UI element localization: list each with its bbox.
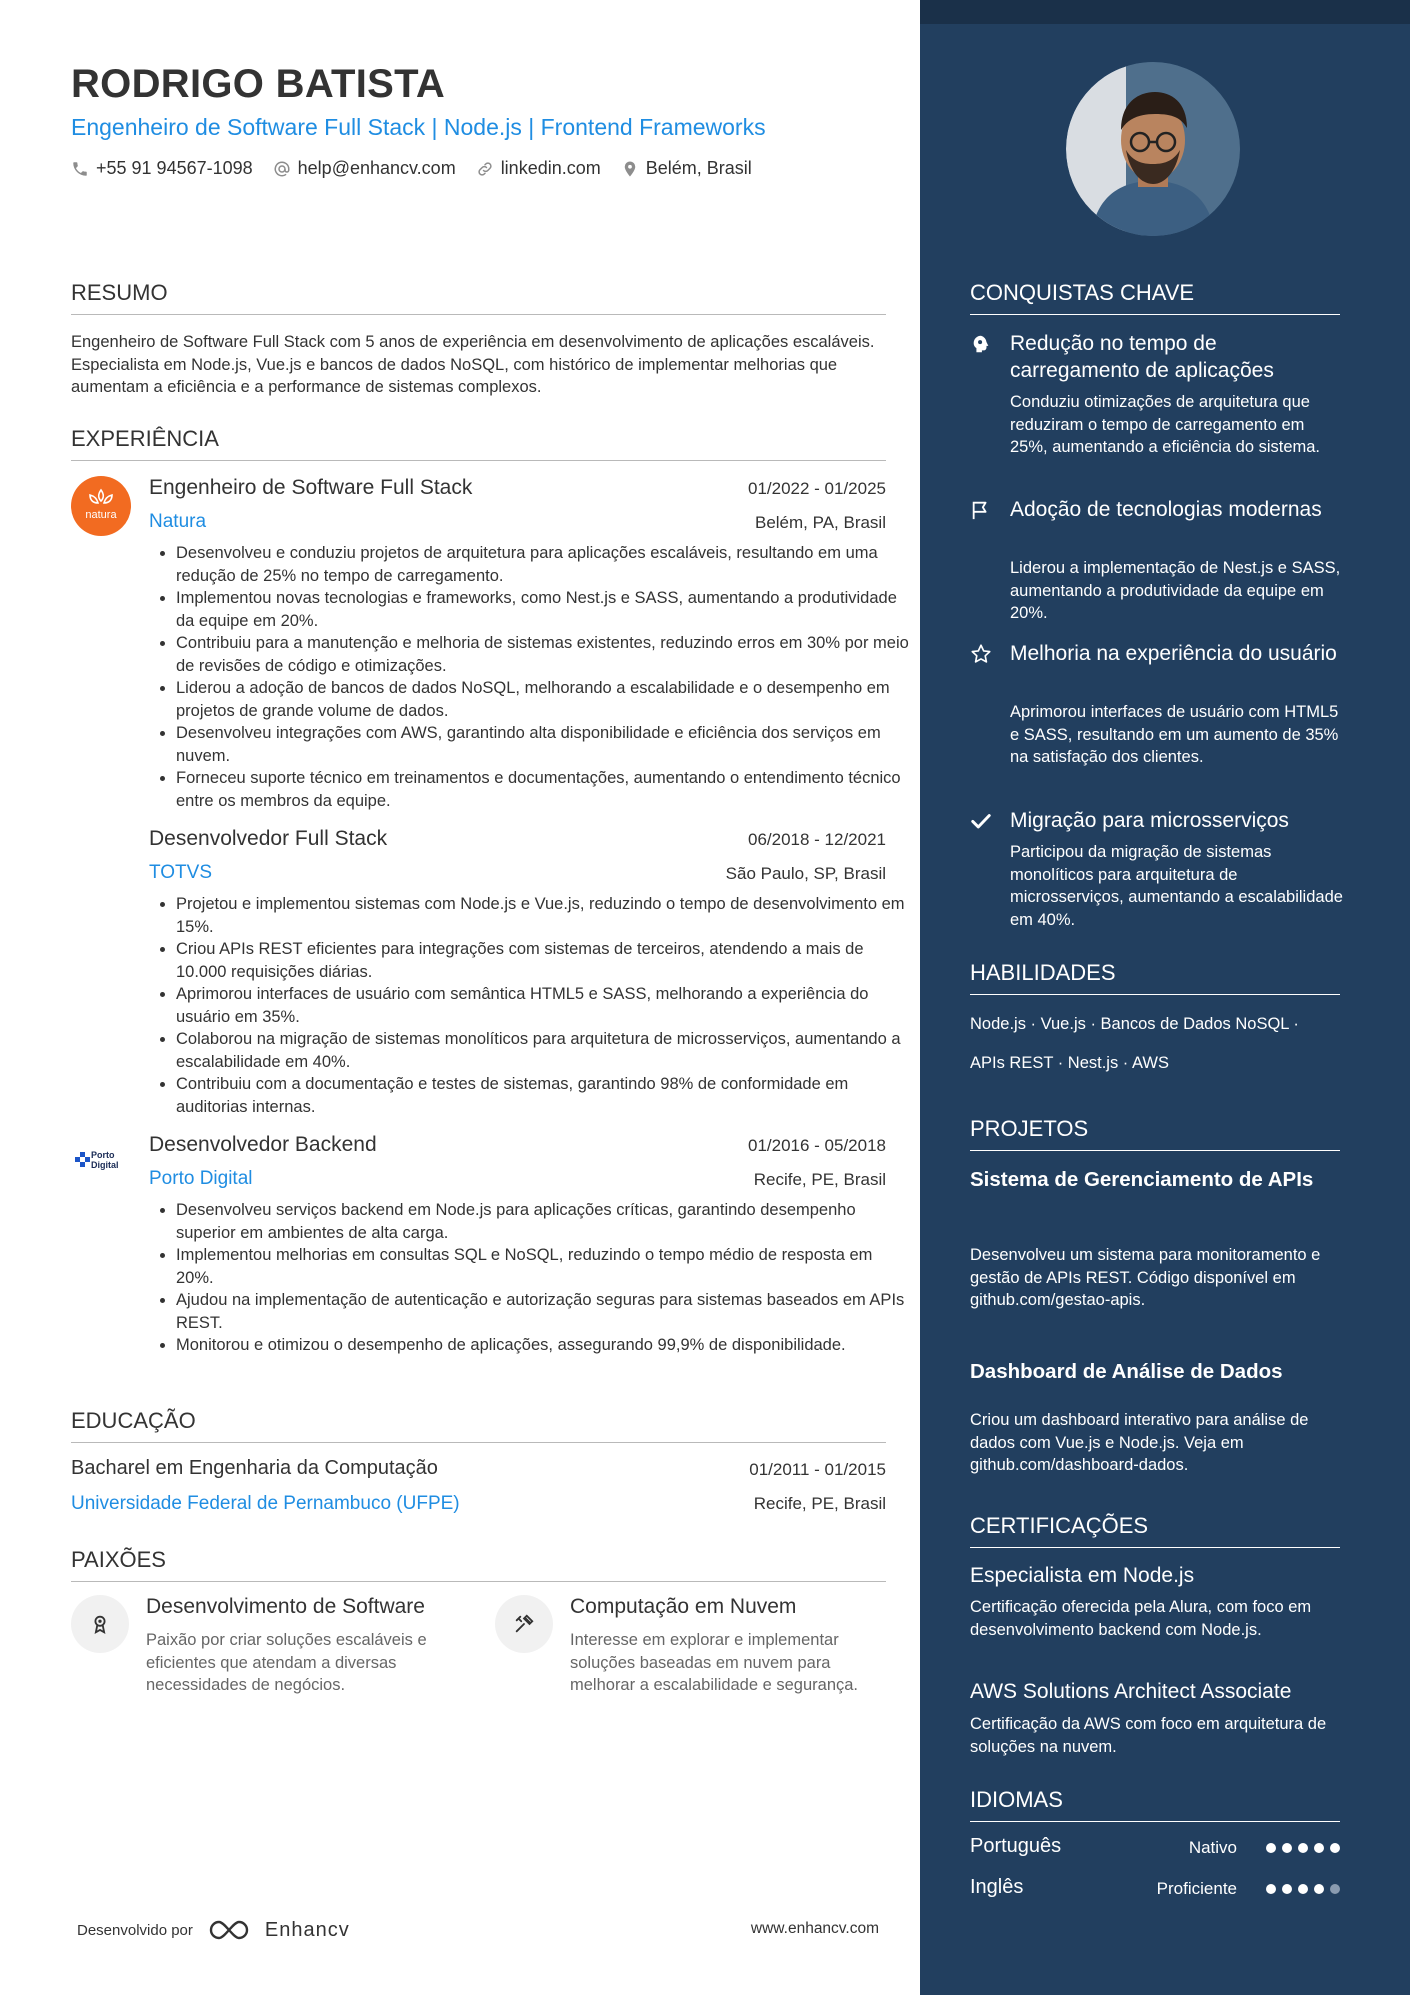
enhancv-logo-icon [205,1918,253,1942]
project-title: Dashboard de Análise de Dados [970,1360,1283,1383]
skills-section-title: HABILIDADES [970,960,1340,995]
footer-branding [77,1918,350,1942]
job-bullet: • Implementou novas tecnologias e frameworks, como Nest.js e SASS, aumentando a produtividade da equipe em 20%. [176,587,913,632]
certification-description: Certificação da AWS com foco em arquitetura de soluções na nuvem. [970,1715,1327,1756]
achievement-description: Conduziu otimizações de arquitetura que reduziram o tempo de carregamento em 25%, aumentando a eficiência do sistema. [1010,393,1321,456]
job-bullet: • Contribuiu para a manutenção e melhoria de sistemas existentes, reduzindo erros em 30% por meio de revisões de código e otimizações. [176,632,913,677]
certification-title: AWS Solutions Architect Associate [970,1680,1292,1703]
skills-list [970,1005,1350,1083]
job-bullets [149,893,913,1118]
enhancv-brand-text: Enhancv [264,1918,350,1941]
summary-section-title: RESUMO [71,280,886,315]
phone-text: +55 91 94567-1098 [96,158,253,178]
languages-section-title: IDIOMAS [970,1787,1340,1822]
job-bullet: • Liderou a adoção de bancos de dados NoSQL, melhorando a escalabilidade e o desempenho em projetos de grande volume de dados. [176,677,913,722]
developed-by-text: Desenvolvido por [77,1921,193,1939]
job-bullets [149,1199,913,1357]
job-location: Recife, PE, Brasil [753,1170,886,1189]
passion-title: Desenvolvimento de Software [146,1595,425,1618]
certification-description: Certificação oferecida pela Alura, com foco em desenvolvimento backend com Node.js. [970,1598,1312,1639]
job-entry-natura [71,476,909,816]
rating-dot [1298,1884,1308,1894]
achievement-item [970,496,1340,626]
education-degree: Bacharel em Engenharia da Computação [71,1457,438,1479]
contact-linkedin[interactable] [476,158,601,179]
sidebar-top-bar [920,0,1410,24]
award-icon [71,1595,129,1653]
check-icon [970,810,992,832]
language-item [970,1835,1340,1861]
job-bullet: • Implementou melhorias em consultas SQL e NoSQL, reduzindo o tempo médio de resposta em 20%. [176,1244,913,1289]
project-description: Desenvolveu um sistema para monitoramento e gestão de APIs REST. Código disponível em github.com/gestao-apis. [970,1246,1321,1309]
flag-icon [970,499,992,521]
education-date: 01/2011 - 01/2015 [749,1460,886,1479]
brain-icon [970,333,992,355]
tools-icon [495,1595,553,1653]
job-company[interactable]: TOTVS [149,862,212,883]
link-icon [476,160,494,178]
passion-description: Paixão por criar soluções escaláveis e eficientes que atendam a diversas necessidades de negócios. [146,1631,427,1694]
job-bullet: • Desenvolveu e conduziu projetos de arquitetura para aplicações escaláveis, resultando em uma redução de 25% no tempo de carregamento. [176,542,913,587]
rating-dot [1282,1843,1292,1853]
job-bullet: • Desenvolveu serviços backend em Node.js para aplicações críticas, garantindo desempenho superior em ambientes de alta carga. [176,1199,913,1244]
project-title: Sistema de Gerenciamento de APIs [970,1168,1314,1191]
job-bullet: • Colaborou na migração de sistemas monolíticos para arquitetura de microsserviços, aumentando a escalabilidade em 40%. [176,1028,913,1073]
rating-dot [1266,1843,1276,1853]
achievement-title: Redução no tempo de carregamento de aplicações [1010,332,1274,382]
profile-photo [1066,62,1240,236]
rating-dot [1314,1884,1324,1894]
achievement-item [970,330,1340,490]
job-entry-totvs [71,827,905,1127]
language-item [970,1876,1340,1902]
passion-item [71,1595,461,1725]
achievement-item [970,807,1343,937]
contact-phone[interactable] [71,158,253,179]
language-name: Português [970,1835,1062,1857]
job-bullet: • Criou APIs REST eficientes para integrações com sistemas de terceiros, atendendo a mais de 10.000 requisições diárias. [176,938,913,983]
porto-logo-text: Porto [91,1150,115,1160]
job-bullet: • Projetou e implementou sistemas com Node.js e Vue.js, reduzindo o tempo de desenvolvimento em 15%. [176,893,913,938]
job-date: 01/2022 - 01/2025 [747,479,886,498]
job-location: Belém, PA, Brasil [754,513,886,532]
location-pin-icon [621,160,639,178]
job-entry-porto-digital [71,1133,905,1393]
job-title: Desenvolvedor Backend [149,1133,377,1156]
natura-logo [71,476,131,536]
project-description: Criou um dashboard interativo para análise de dados com Vue.js e Node.js. Veja em github.com/dashboard-dados. [970,1411,1309,1474]
achievement-description: Liderou a implementação de Nest.js e SASS, aumentando a produtividade da equipe em 20%. [1010,559,1341,622]
contact-bar [71,158,752,179]
rating-dot [1330,1843,1340,1853]
at-icon [273,160,291,178]
language-level: Nativo [1188,1838,1237,1857]
language-rating [1266,1843,1340,1853]
job-bullet: • Ajudou na implementação de autenticação e autorização seguras para sistemas baseados em APIs REST. [176,1289,913,1334]
candidate-tagline: Engenheiro de Software Full Stack | Node.js | Frontend Frameworks [71,114,766,140]
digital-logo-text: Digital [91,1160,119,1170]
certifications-section-title: CERTIFICAÇÕES [970,1513,1340,1548]
job-bullets [149,542,913,812]
rating-dot [1298,1843,1308,1853]
email-text: help@enhancv.com [297,158,456,178]
job-date: 01/2016 - 05/2018 [747,1136,886,1155]
achievement-title: Melhoria na experiência do usuário [1010,642,1337,665]
phone-icon [71,160,89,178]
job-title: Engenheiro de Software Full Stack [149,476,473,499]
rating-dot [1314,1843,1324,1853]
experience-section-title: EXPERIÊNCIA [71,426,886,461]
rating-dot [1282,1884,1292,1894]
job-bullet: • Forneceu suporte técnico em treinamentos e documentações, aumentando o entendimento técnico entre os membros da equipe. [176,767,913,812]
language-rating [1266,1884,1340,1894]
candidate-name: RODRIGO BATISTA [71,62,446,106]
achievement-title: Migração para microsserviços [1010,809,1289,832]
contact-email[interactable] [273,158,456,179]
natura-logo-text: natura [85,509,117,521]
passion-description: Interesse em explorar e implementar soluções baseadas em nuvem para melhorar a escalabilidade e segurança. [570,1631,859,1694]
job-company[interactable]: Porto Digital [149,1168,253,1189]
achievement-item [970,640,1340,800]
rating-dot [1330,1884,1340,1894]
certification-title: Especialista em Node.js [970,1564,1195,1587]
rating-dot [1266,1884,1276,1894]
job-date: 06/2018 - 12/2021 [747,830,886,849]
achievements-section-title: CONQUISTAS CHAVE [970,280,1340,315]
job-bullet: • Contribuiu com a documentação e testes de sistemas, garantindo 98% de conformidade em auditorias internas. [176,1073,913,1118]
passions-section-title: PAIXÕES [71,1547,886,1582]
summary-text: Engenheiro de Software Full Stack com 5 anos de experiência em desenvolvimento de aplicações escaláveis. Especialista em Node.js, Vue.js e bancos de dados NoSQL, com histórico de implementar melhorias que aumentam a eficiência e a performance de sistemas complexos. [71,333,875,396]
skills-line: Node.js · Vue.js · Bancos de Dados NoSQL · [970,1015,1299,1033]
achievement-description: Participou da migração de sistemas monolíticos para arquitetura de microsserviços, aumentando a escalabilidade em 40%. [1010,843,1343,929]
star-icon [970,643,992,665]
projects-section-title: PROJETOS [970,1116,1340,1151]
education-section-title: EDUCAÇÃO [71,1408,886,1443]
contact-location [621,158,752,179]
education-location: Recife, PE, Brasil [753,1494,886,1513]
job-bullet: • Desenvolveu integrações com AWS, garantindo alta disponibilidade e eficiência dos serviços em nuvem. [176,722,913,767]
education-school[interactable]: Universidade Federal de Pernambuco (UFPE) [71,1493,460,1514]
achievement-title: Adoção de tecnologias modernas [1010,498,1322,521]
sidebar [920,0,1410,1995]
skills-line: APIs REST · Nest.js · AWS [970,1054,1169,1072]
linkedin-text: linkedin.com [500,158,601,178]
job-location: São Paulo, SP, Brasil [725,864,886,883]
footer-website[interactable]: www.enhancv.com [750,1920,879,1937]
language-level: Proficiente [1156,1879,1237,1898]
job-company[interactable]: Natura [149,511,207,532]
job-title: Desenvolvedor Full Stack [149,827,388,850]
passion-title: Computação em Nuvem [570,1595,797,1618]
language-name: Inglês [970,1876,1024,1898]
job-bullet: • Monitorou e otimizou o desempenho de aplicações, assegurando 99,9% de disponibilidade. [176,1334,913,1357]
achievement-description: Aprimorou interfaces de usuário com HTML5 e SASS, resultando em um aumento de 35% na satisfação dos clientes. [1010,703,1339,766]
location-text: Belém, Brasil [645,158,752,178]
porto-digital-logo [71,1143,131,1183]
job-bullet: • Aprimorou interfaces de usuário com semântica HTML5 e SASS, melhorando a experiência do usuário em 35%. [176,983,913,1028]
passion-item [495,1595,885,1725]
